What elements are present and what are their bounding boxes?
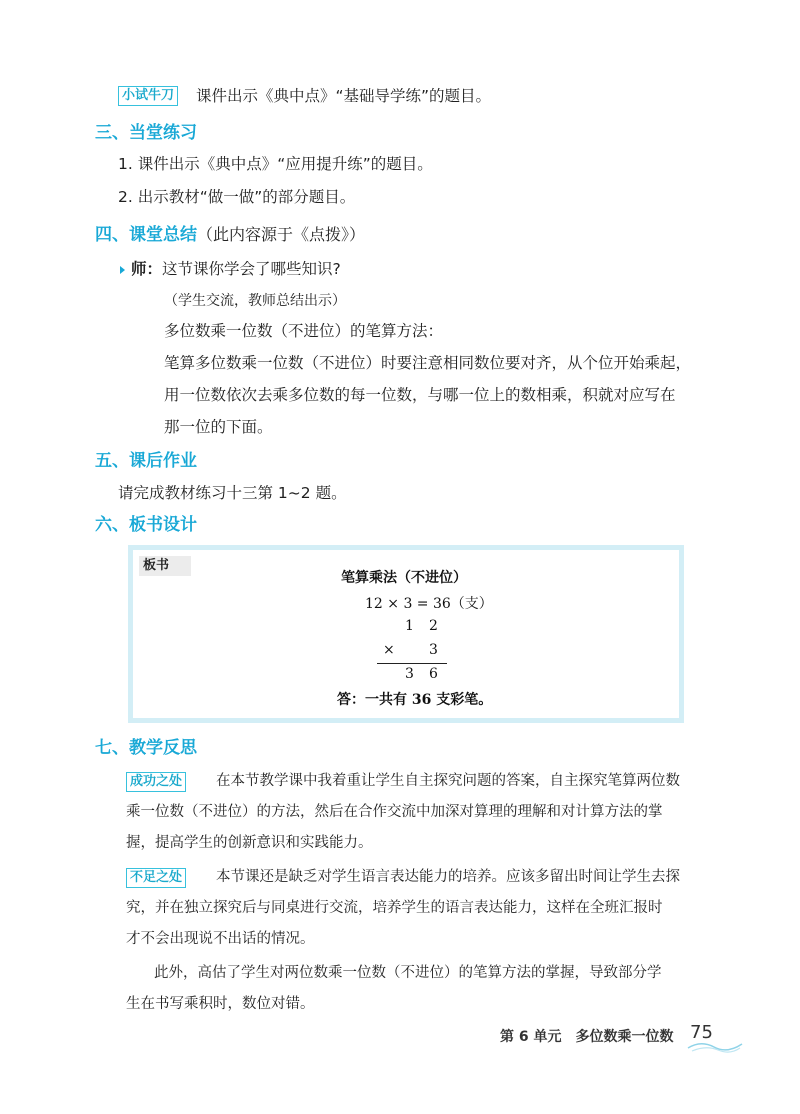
section6-heading: 六、板书设计: [95, 515, 197, 535]
extra-line-2: 生在书写乘积时，数位对错。: [126, 996, 315, 1012]
homework-text: 请完成教材练习十三第 1~2 题。: [118, 484, 347, 502]
success-tag: 成功之处: [126, 772, 186, 792]
section3-heading: 三、当堂练习: [95, 123, 197, 143]
weak-tag: 不足之处: [126, 868, 186, 888]
section3-item-1: 1. 课件出示《典中点》“应用提升练”的题目。: [118, 155, 433, 173]
page-number: 75: [690, 1022, 713, 1043]
board-title: 笔算乘法（不进位）: [341, 570, 467, 586]
success-line-1: 在本节教学课中我着重让学生自主探究问题的答案，自主探究笔算两位数: [216, 773, 680, 789]
summary-line-1: 笔算多位数乘一位数（不进位）时要注意相同数位要对齐，从个位开始乘起，: [164, 354, 692, 372]
section7-heading: 七、教学反思: [95, 738, 197, 758]
success-line-2: 乘一位数（不进位）的方法，然后在合作交流中加深对算理的理解和对计算方法的掌: [126, 804, 663, 820]
section5-heading: 五、课后作业: [95, 451, 197, 471]
board-times-sign: ×: [383, 642, 395, 658]
success-tag-box: [126, 770, 186, 792]
summary-line-3: 那一位的下面。: [164, 418, 273, 436]
board-row3-ones: 6: [429, 666, 438, 682]
blackboard-panel: [128, 545, 684, 723]
board-row1-tens: 1: [405, 618, 414, 634]
teacher-line: [131, 258, 341, 280]
section4-heading: [95, 223, 365, 247]
warmup-text: 课件出示《典中点》“基础导学练”的题目。: [196, 87, 492, 105]
section3-item-2: 2. 出示教材“做一做”的部分题目。: [118, 188, 356, 206]
warmup-tag: 小试牛刀: [118, 86, 178, 106]
arrow-bullet-icon: [120, 266, 125, 274]
weak-line-1: 本节课还是缺乏对学生语言表达能力的培养。应该多留出时间让学生去探: [216, 869, 680, 885]
board-row1-ones: 2: [429, 618, 438, 634]
summary-line-2: 用一位数依次去乘多位数的每一位数，与哪一位上的数相乘，积就对应写在: [164, 386, 676, 404]
wave-ornament-icon: [686, 1038, 746, 1054]
board-label: 板书: [139, 556, 191, 576]
section4-note: （此内容源于《点拨》）: [197, 225, 366, 244]
board-row2-ones: 3: [429, 642, 438, 658]
summary-topic: 多位数乘一位数（不进位）的笔算方法：: [164, 322, 444, 340]
extra-line-1: 此外，高估了学生对两位数乘一位数（不进位）的笔算方法的掌握，导致部分学: [154, 965, 662, 981]
weak-line-3: 才不会出现说不出话的情况。: [126, 931, 315, 947]
speaker-label: 师：: [131, 260, 163, 278]
board-answer: 答：一共有 36 支彩笔。: [337, 692, 493, 708]
activity-note: （学生交流，教师总结出示）: [164, 293, 346, 309]
board-sum-line: [377, 663, 447, 664]
footer-unit: 第 6 单元 多位数乘一位数: [500, 1029, 674, 1045]
board-equation: 12 × 3 = 36（支）: [365, 596, 493, 612]
section4-title: 四、课堂总结: [95, 225, 197, 245]
board-row3-tens: 3: [405, 666, 414, 682]
weak-line-2: 究，并在独立探究后与同桌进行交流，培养学生的语言表达能力，这样在全班汇报时: [126, 900, 663, 916]
teacher-question: 这节课你学会了哪些知识?: [162, 260, 341, 278]
success-line-3: 握，提高学生的创新意识和实践能力。: [126, 835, 373, 851]
warmup-tag-box: [118, 84, 178, 106]
weak-tag-box: [126, 866, 186, 888]
